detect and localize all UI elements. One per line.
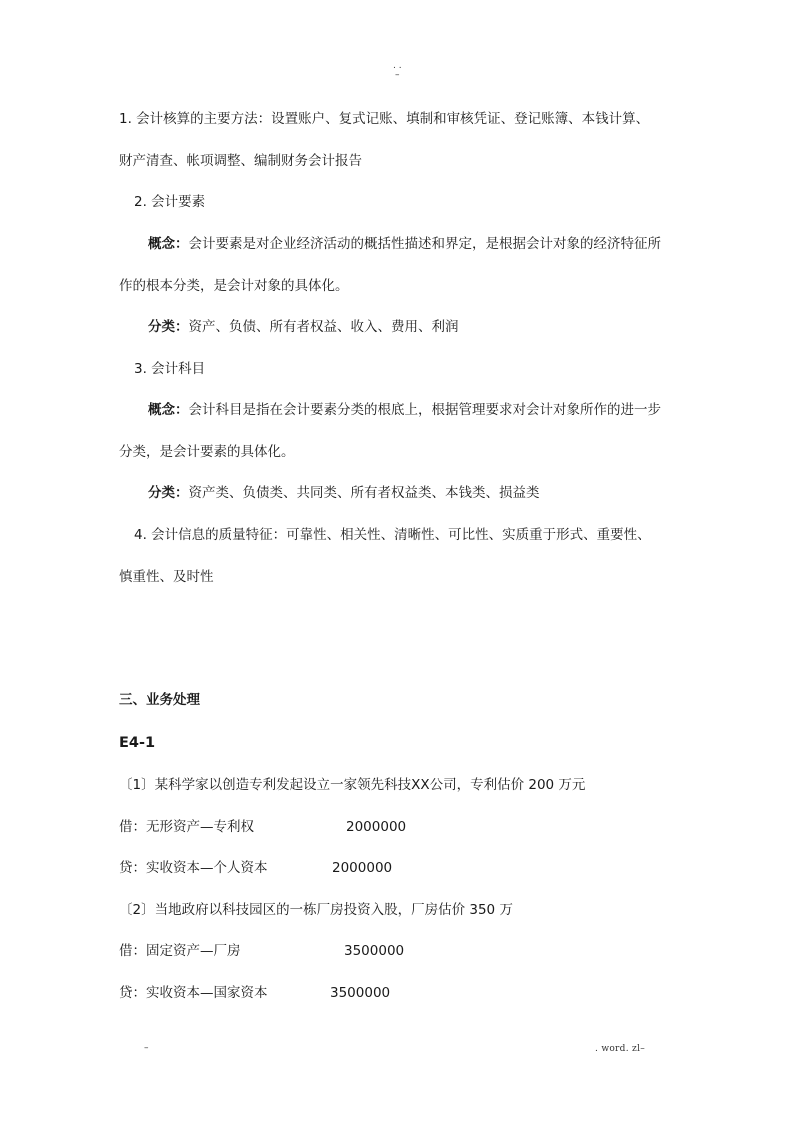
section-2-title: 2. 会计要素: [134, 194, 206, 210]
method-line-1: 1. 会计核算的主要方法：设置账户、复式记账、填制和审核凭证、登记账簿、本钱计算、: [119, 111, 650, 127]
credit-amount: 3500000: [330, 985, 391, 1001]
header-dots: . .: [393, 61, 402, 71]
item-2-debit-entry: [119, 942, 405, 960]
section-3-concept-cont: 分类，是会计要素的具体化。: [119, 444, 295, 460]
page-header-mark: [393, 62, 402, 80]
debit-label: 借：无形资产—专利权: [119, 819, 254, 835]
debit-label: 借：固定资产—厂房: [119, 943, 241, 959]
debit-amount: 2000000: [346, 819, 407, 835]
section-4-line-2: 慎重性、及时性: [119, 569, 214, 585]
concept-text: 会计要素是对企业经济活动的概括性描述和界定，是根据会计对象的经济特征所: [188, 236, 661, 252]
section-2-concept-cont: 作的根本分类，是会计对象的具体化。: [119, 278, 349, 294]
credit-label: 贷：实收资本—国家资本: [119, 985, 268, 1001]
class-label: 分类：: [148, 485, 189, 501]
class-text: 资产、负债、所有者权益、收入、费用、利润: [188, 319, 459, 335]
section-2-class: [148, 318, 459, 336]
section-4-line-1: 4. 会计信息的质量特征：可靠性、相关性、清晰性、可比性、实质重于形式、重要性、: [134, 527, 651, 543]
concept-label: 概念：: [148, 402, 189, 418]
concept-text: 会计科目是指在会计要素分类的根底上，根据管理要求对会计对象所作的进一步: [188, 402, 661, 418]
section-3-title: 3. 会计科目: [134, 361, 206, 377]
class-label: 分类：: [148, 319, 189, 335]
debit-amount: 3500000: [344, 943, 405, 959]
item-1-description: 〔1〕某科学家以创造专利发起设立一家领先科技XX公司，专利估价 200 万元: [119, 777, 586, 793]
concept-label: 概念：: [148, 236, 189, 252]
section-heading: 三、业务处理: [119, 692, 200, 708]
credit-label: 贷：实收资本—个人资本: [119, 860, 268, 876]
item-2-description: 〔2〕当地政府以科技园区的一栋厂房投资入股，厂房估价 350 万: [119, 902, 513, 918]
credit-amount: 2000000: [332, 860, 393, 876]
section-2-concept: [148, 235, 661, 253]
section-3-class: [148, 484, 540, 502]
item-1-credit-entry: [119, 859, 393, 877]
class-text: 资产类、负债类、共同类、所有者权益类、本钱类、损益类: [188, 485, 540, 501]
header-dash: –: [395, 70, 400, 80]
footer-left-mark: –: [144, 1043, 149, 1053]
item-2-credit-entry: [119, 984, 391, 1002]
method-line-2: 财产清查、帐项调整、编制财务会计报告: [119, 153, 362, 169]
item-1-debit-entry: [119, 818, 407, 836]
footer-right-mark: . word. zl–: [595, 1044, 646, 1054]
section-3-concept: [148, 401, 661, 419]
case-id: E4-1: [119, 735, 156, 751]
